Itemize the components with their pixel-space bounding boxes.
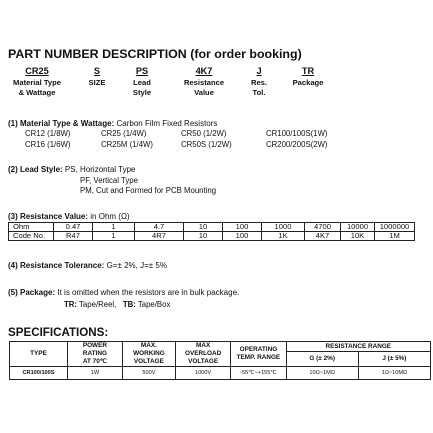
resistance-code-table — [8, 222, 415, 241]
package-options: TR: Tape/Reel, TB: Tape/Box — [64, 300, 171, 309]
pn-label-package: Package — [292, 78, 324, 87]
material-cr100: CR100/100S(1W) — [266, 129, 328, 138]
table-row: TYPE POWER RATING AT 70℃ MAX. WORKING VOLTAGE MAX OVERLOAD VOLTAGE OPERATING TEMP. RANGE RESISTANCE RANGE — [10, 342, 431, 352]
material-cr50s: CR50S (1/2W) — [181, 140, 232, 149]
pn-label-lead: Lead Style — [132, 78, 152, 97]
material-cr25m: CR25M (1/4W) — [101, 140, 153, 149]
pn-code-resistance: 4K7 — [195, 66, 213, 76]
table-row: CR100/100S 1W 500V 1000V -55℃~+155℃ 10Ω~1MΩ 1Ω~10MΩ — [10, 367, 431, 380]
material-cr50: CR50 (1/2W) — [181, 129, 227, 138]
pn-code-lead: PS — [135, 66, 149, 76]
page-title: PART NUMBER DESCRIPTION (for order booking) — [8, 47, 302, 61]
pn-label-resistance: Resistance Value — [183, 78, 225, 97]
pn-label-material: Material Type & Wattage — [13, 78, 61, 97]
specifications-title: SPECIFICATIONS: — [8, 326, 109, 339]
pn-code-material: CR25 — [25, 66, 49, 76]
pn-code-size: S — [93, 66, 101, 76]
section-package-title: (5) Package: It is omitted when the resistors are in bulk package. — [8, 288, 240, 297]
material-cr16: CR16 (1/6W) — [25, 140, 71, 149]
specifications-table — [9, 341, 431, 380]
section-material-title: (1) Material Type & Wattage: Carbon Film Fixed Resistors — [8, 119, 218, 128]
material-cr200: CR200/200S(2W) — [266, 140, 328, 149]
table-row: Code No. R47 1 4R7 10 100 1K 4K7 10K 1M — [9, 232, 415, 241]
section-lead-title: (2) Lead Style: PS, Horizontal Type — [8, 165, 136, 174]
pn-label-tolerance: Res. Tol. — [250, 78, 268, 97]
pn-code-tolerance: J — [256, 66, 262, 76]
pn-code-package: TR — [301, 66, 315, 76]
lead-style-pf: PF, Vertical Type — [80, 176, 138, 185]
table-row: G (± 2%) J (± 5%) — [10, 352, 431, 367]
table-row: Ohm 0.47 1 4.7 10 100 1000 4700 10000 1000000 — [9, 223, 415, 232]
section-resistance-title: (3) Resistance Value: in Ohm (Ω) — [8, 212, 130, 221]
material-cr25: CR25 (1/4W) — [101, 129, 147, 138]
section-tolerance-title: (4) Resistance Tolerance: G=± 2%, J=± 5% — [8, 261, 167, 270]
material-cr12: CR12 (1/8W) — [25, 129, 71, 138]
pn-label-size: SIZE — [88, 78, 106, 87]
lead-style-pm: PM, Cut and Formed for PCB Mounting — [80, 186, 217, 195]
